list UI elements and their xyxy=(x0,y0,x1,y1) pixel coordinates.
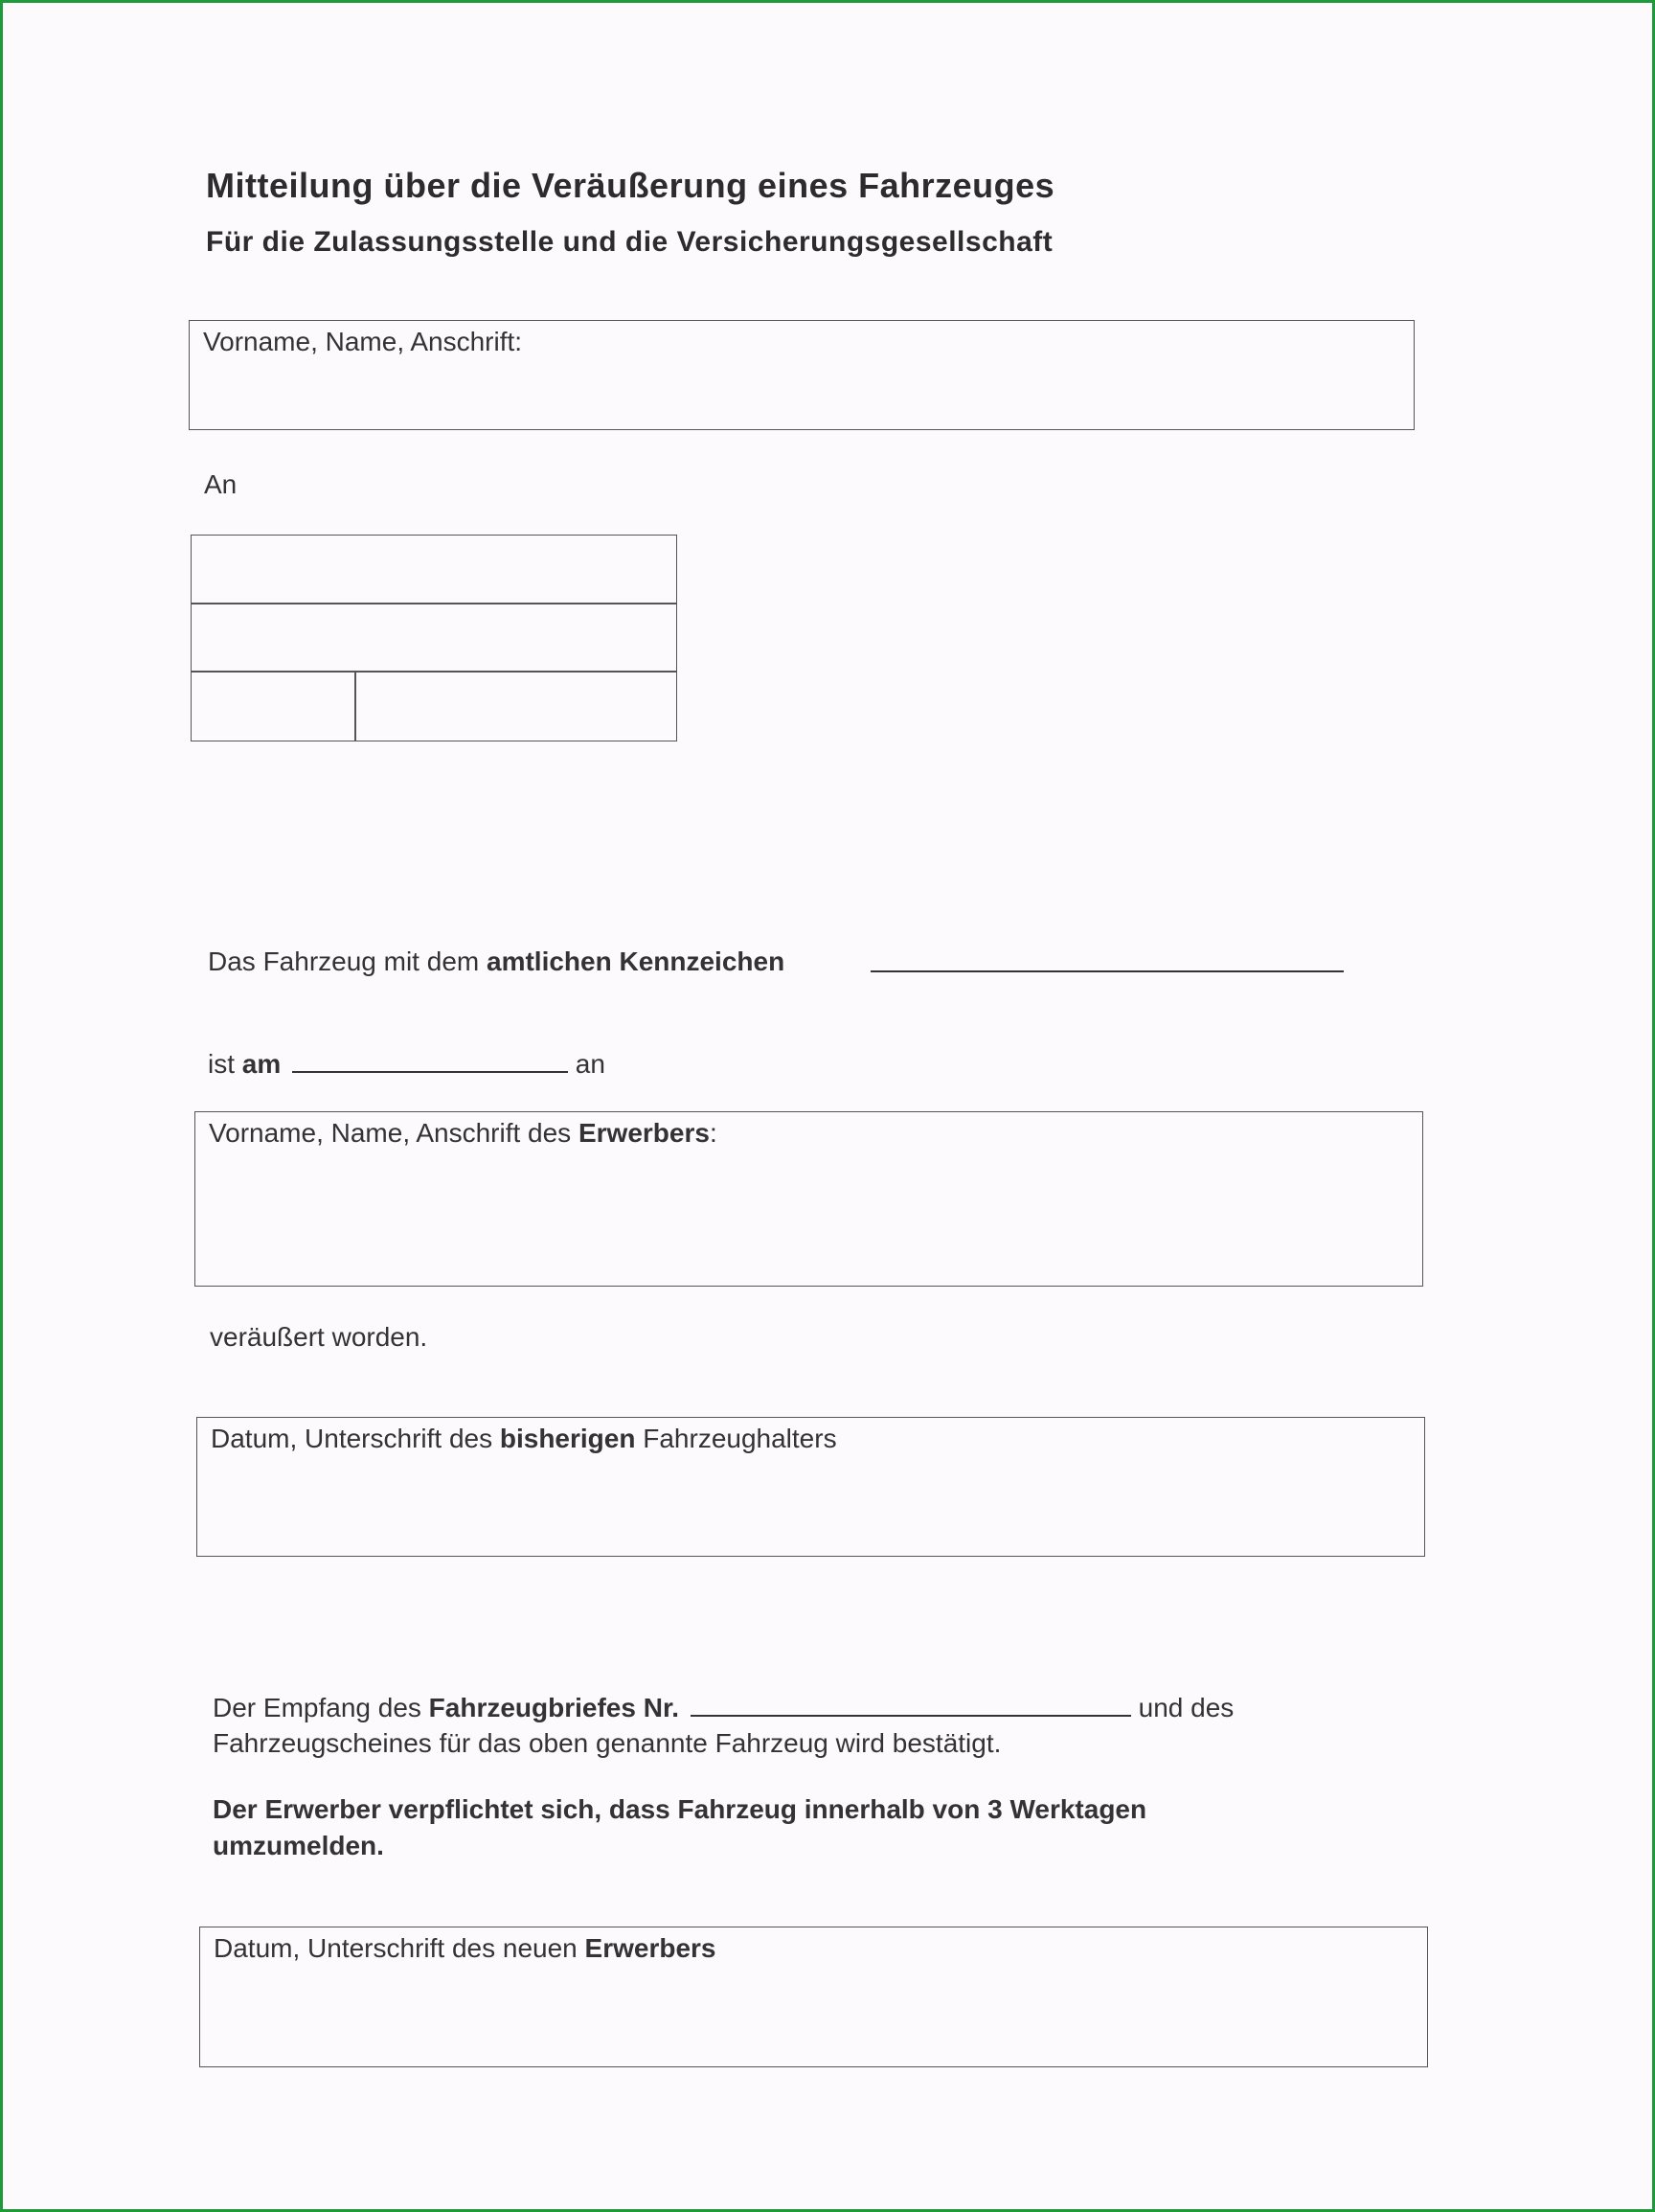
buyer-signature-label xyxy=(214,1933,715,1964)
buyer-sig-before: Datum, Unterschrift des neuen xyxy=(214,1933,585,1963)
seller-sig-before: Datum, Unterschrift des xyxy=(211,1424,500,1453)
sender-address-label: Vorname, Name, Anschrift: xyxy=(203,327,523,356)
buyer-signature-field[interactable] xyxy=(199,1927,1428,2067)
recipient-postcode-field[interactable] xyxy=(191,671,356,741)
sale-date-blank[interactable] xyxy=(292,1071,568,1073)
buyer-label-before: Vorname, Name, Anschrift des xyxy=(209,1118,578,1148)
receipt-line-1 xyxy=(213,1693,1234,1723)
receipt-text-after: und des xyxy=(1130,1693,1235,1722)
receipt-text-bold: Fahrzeugbriefes Nr. xyxy=(428,1693,680,1722)
registration-doc-number-blank[interactable] xyxy=(691,1715,1131,1717)
buyer-label-after: : xyxy=(709,1118,717,1148)
recipient-line-1-field[interactable] xyxy=(191,535,677,604)
vehicle-text-bold: amtlichen Kennzeichen xyxy=(487,946,785,976)
recipient-city-field[interactable] xyxy=(354,671,677,741)
vehicle-text-before: Das Fahrzeug mit dem xyxy=(208,946,487,976)
seller-sig-after: Fahrzeughalters xyxy=(635,1424,837,1453)
sender-address-field[interactable] xyxy=(189,320,1415,430)
buyer-address-field[interactable] xyxy=(194,1111,1423,1287)
date-text-before: ist xyxy=(208,1049,242,1079)
sale-date-line xyxy=(208,1049,605,1080)
date-text-after: an xyxy=(568,1049,605,1079)
page-subtitle: Für die Zulassungsstelle und die Versicherungsgesellschaft xyxy=(206,226,1054,258)
receipt-line-2: Fahrzeugscheines für das oben genannte Fahrzeug wird bestätigt. xyxy=(213,1728,1002,1758)
seller-signature-label xyxy=(211,1424,837,1454)
recipient-address-grid xyxy=(191,535,677,741)
sold-statement: veräußert worden. xyxy=(210,1322,428,1352)
license-plate-blank[interactable] xyxy=(871,970,1344,972)
seller-sig-bold: bisherigen xyxy=(499,1424,636,1453)
page-title: Mitteilung über die Veräußerung eines Fahrzeuges xyxy=(206,166,1055,205)
obligation-line-1: Der Erwerber verpflichtet sich, dass Fahrzeug innerhalb von 3 Werktagen xyxy=(213,1794,1147,1824)
receipt-text-before: Der Empfang des xyxy=(213,1693,429,1722)
buyer-label-bold: Erwerbers xyxy=(578,1118,710,1148)
vehicle-plate-line xyxy=(208,946,784,977)
recipient-label: An xyxy=(204,469,238,499)
date-text-bold: am xyxy=(241,1049,282,1079)
buyer-sig-bold: Erwerbers xyxy=(584,1933,716,1963)
recipient-line-2-field[interactable] xyxy=(191,603,677,673)
seller-signature-field[interactable] xyxy=(196,1417,1425,1557)
buyer-address-label xyxy=(209,1118,717,1149)
obligation-statement xyxy=(213,1791,1146,1864)
obligation-line-2: umzumelden. xyxy=(213,1831,384,1860)
